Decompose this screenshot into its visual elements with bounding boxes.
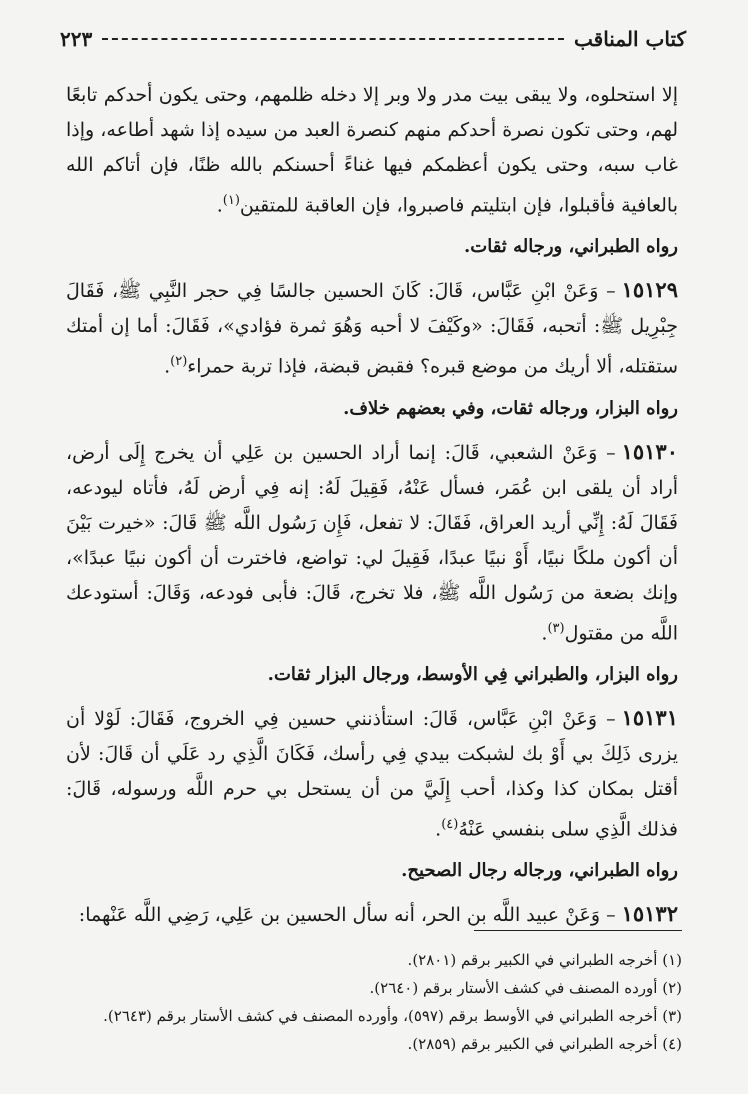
hadith-number: ١٥١٢٩ <box>621 277 678 303</box>
hadith-number: ١٥١٣٢ <box>621 901 678 927</box>
source-line <box>66 657 678 692</box>
footnote-marker: (٣) <box>547 620 565 636</box>
paragraph-text: رواه الطبراني، ورجاله ثقات. <box>464 236 678 258</box>
footnote: (٣) أخرجه الطبراني في الأوسط برقم (٥٩٧)، وأورده المصنف في كشف الأستار برقم (٢٦٤٣). <box>103 1007 682 1025</box>
page-number: ٢٢٣ <box>60 27 93 51</box>
hadith-number: ١٥١٣٠ <box>621 438 678 464</box>
footnote: (٤) أخرجه الطبراني في الكبير برقم (٢٨٥٩). <box>407 1035 682 1053</box>
hadith-number: ١٥١٣١ <box>621 704 678 730</box>
paragraph-text: إلا استحلوه، ولا يبقى بيت مدر ولا وبر إلا دخله ظلمهم، وحتى يكون أحدكم تابعًا لهم، وحتى تكون نصرة أحدكم منهم كنصرة العبد من سيده إذا شهد أطاعه، وإذا غاب سبه، وحتى يكون أعظمكم فيها غناءً أحسنكم بالله ظنًا، فإن أتاكم الله بالعافية فأقبلوا، فإن ابتليتم فاصبروا، فإن العاقبة للمتقين <box>66 84 678 217</box>
header-title: كتاب المناقب <box>574 27 686 51</box>
sentence-end: . <box>164 355 171 378</box>
footnote-separator <box>474 930 682 931</box>
source-line <box>66 853 678 888</box>
footnotes <box>66 946 682 1058</box>
footnote: (٢) أورده المصنف في كشف الأستار برقم (٢٦٤٠). <box>369 979 682 997</box>
hadith-paragraph <box>66 896 678 933</box>
hadith-paragraph <box>66 434 678 651</box>
paragraph-text: رواه البزار، والطبراني فِي الأوسط، ورجال البزار ثقات. <box>267 663 678 685</box>
main-text <box>66 78 678 933</box>
hadith-paragraph <box>66 700 678 847</box>
footnote-marker: (١) <box>222 193 240 208</box>
source-line <box>66 229 678 264</box>
paragraph-text: – وَعَنْ عبيد اللَّه بن الحر، أنه سأل الحسين بن عَلِي، رَضِي اللَّه عَنْهما: <box>78 904 616 927</box>
paragraph-text: رواه البزار، ورجاله ثقات، وفي بعضهم خلاف. <box>343 397 678 419</box>
header-rule <box>102 38 564 40</box>
hadith-paragraph <box>66 78 678 223</box>
sentence-end: . <box>216 194 223 217</box>
sentence-end: . <box>541 621 548 644</box>
running-header <box>60 22 686 56</box>
paragraph-text: – وَعَنْ الشعبي، قَالَ: إنما أراد الحسين بن عَلِي أن يخرج إِلَى أرض، أراد أن يلقى ابن عُمَر، فسأل عَنْهُ، فَقِيلَ لَهُ: إنه فِي أرض لَهُ، فأتاه ليودعه، فَقَالَ لَهُ: إِنِّي أريد العراق، فَقَالَ: لا تفعل، فَإِن رَسُول اللَّه ﷺ قَالَ: «خيرت بَيْنَ أن أكون ملكًا نبيًا، أَوْ نبيًا عبدًا، فَقِيلَ لي: تواضع، فاخترت أن أكون نبيًا عبدًا»، وإنك بضعة من رَسُول اللَّه ﷺ، فلا تخرج، قَالَ: فأبى فودعه، وَقَالَ: أستودعك اللَّه من مقتول <box>66 441 678 644</box>
paragraph-text: – وَعَنْ ابْنِ عَبَّاس، قَالَ: كَانَ الحسين جالسًا فِي حجر النَّبِي ﷺ، فَقَالَ جِبْرِيل ﷺ: أتحبه، فَقَالَ: «وكَيْفَ لا أحبه وَهُوَ ثمرة فؤادي»، فَقَالَ: أما إن أمتك ستقتله، ألا أريك من موضع قبره؟ فقبض قبضة، فإذا تربة حمراء <box>66 280 678 378</box>
paragraph-text: – وَعَنْ ابْنِ عَبَّاس، قَالَ: استأذنني حسين فِي الخروج، فَقَالَ: لَوْلا أن يزرى ذَلِكَ بي أَوْ بك لشبكت بيدي فِي رأسك، فَكَانَ الَّذِي رد عَلَي أن قَالَ: لأن أقتل بمكان كذا وكذا، أحب إِلَيَّ من أن يستحل بي حرم اللَّه ورسوله، قَالَ: فذلك الَّذِي سلى بنفسي عَنْهُ <box>66 707 678 841</box>
footnote-marker: (٤) <box>441 816 459 832</box>
footnote-marker: (٢) <box>170 354 188 370</box>
paragraph-text: رواه الطبراني، ورجاله رجال الصحيح. <box>401 860 678 882</box>
source-line <box>66 391 678 426</box>
footnote: (١) أخرجه الطبراني في الكبير برقم (٢٨٠١). <box>407 951 682 969</box>
sentence-end: . <box>435 818 442 841</box>
hadith-paragraph <box>66 272 678 384</box>
